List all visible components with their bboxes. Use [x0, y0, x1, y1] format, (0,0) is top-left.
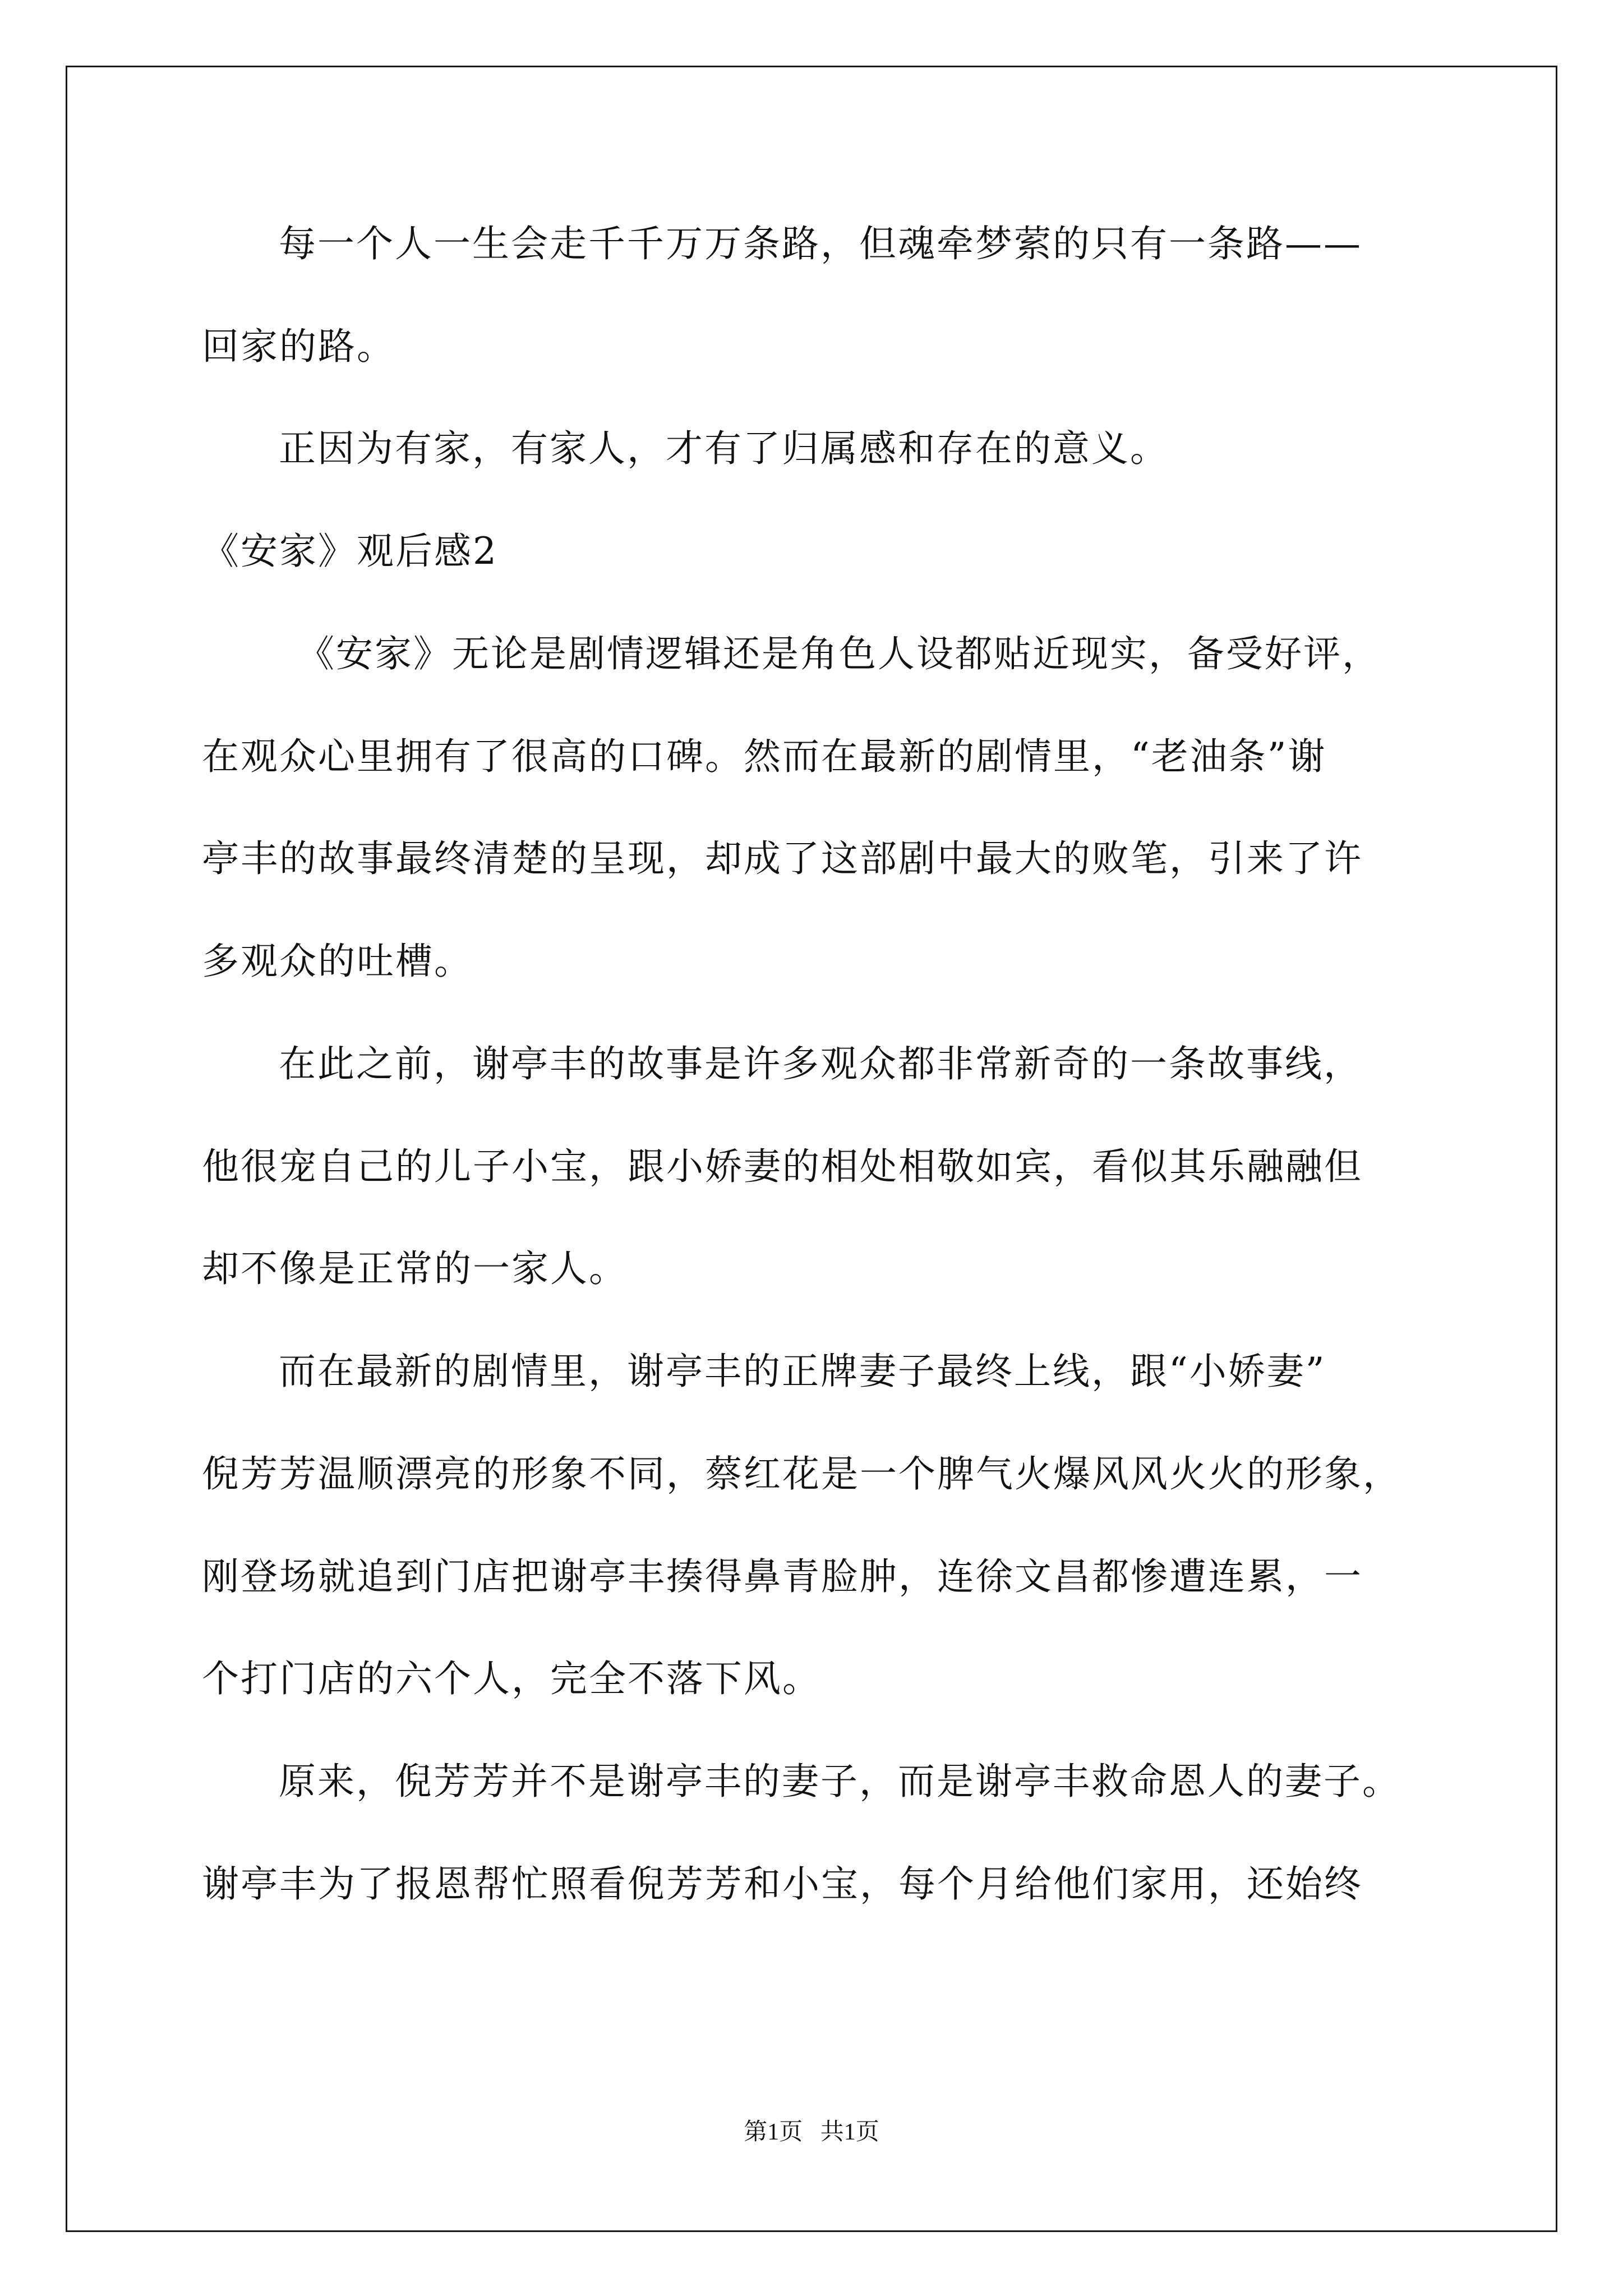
paragraph-line: 个打门店的六个人，完全不落下风。	[202, 1657, 821, 1700]
paragraph-line: 多观众的吐槽。	[202, 940, 473, 983]
paragraph-line: 而在最新的剧情里，谢亭丰的正牌妻子最终上线，跟“小娇妻”	[279, 1350, 1326, 1393]
paragraph-line: 亭丰的故事最终清楚的呈现，却成了这部剧中最大的败笔，引来了许	[202, 837, 1363, 880]
page-number: 第1页 共1页	[744, 2119, 879, 2145]
paragraph-line: 刚登场就追到门店把谢亭丰揍得鼻青脸肿，连徐文昌都惨遭连累，一	[202, 1555, 1363, 1598]
paragraph-line: 正因为有家，有家人，才有了归属感和存在的意义。	[279, 427, 1169, 470]
paragraph-line: 每一个人一生会走千千万万条路，但魂牵梦萦的只有一条路——	[279, 222, 1362, 265]
paragraph-line: 在观众心里拥有了很高的口碑。然而在最新的剧情里，“老油条”谢	[202, 735, 1327, 778]
paragraph-line: 原来，倪芳芳并不是谢亭丰的妻子，而是谢亭丰救命恩人的妻子。	[279, 1760, 1401, 1803]
page-footer	[0, 2118, 1623, 2146]
section-heading: 《安家》观后感2	[202, 530, 498, 573]
paragraph-line: 倪芳芳温顺漂亮的形象不同，蔡红花是一个脾气火爆风风火火的形象，	[202, 1452, 1401, 1496]
paragraph-line: 谢亭丰为了报恩帮忙照看倪芳芳和小宝，每个月给他们家用，还始终	[202, 1862, 1363, 1906]
paragraph-line: 却不像是正常的一家人。	[202, 1247, 628, 1290]
paragraph-line: 回家的路。	[202, 325, 395, 368]
paragraph-line: 在此之前，谢亭丰的故事是许多观众都非常新奇的一条故事线，	[279, 1042, 1362, 1085]
paragraph-line: 他很宠自己的儿子小宝，跟小娇妻的相处相敬如宾，看似其乐融融但	[202, 1145, 1363, 1188]
paragraph-line: 《安家》无论是剧情逻辑还是角色人设都贴近现实，备受好评，	[297, 632, 1381, 675]
